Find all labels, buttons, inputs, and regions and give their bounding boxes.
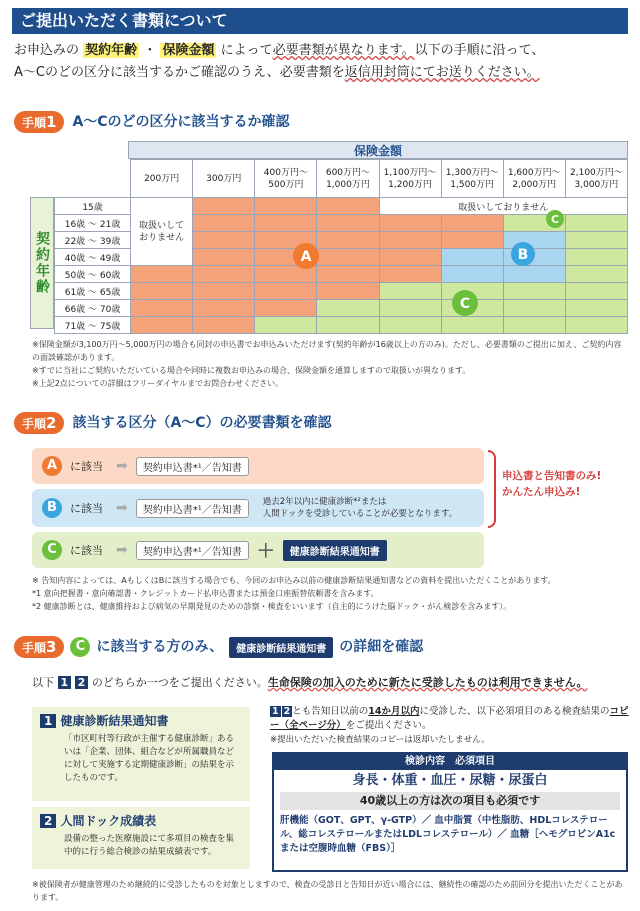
age-row-header: 71歳 〜 75歳: [55, 317, 131, 334]
step2-notes: ※ 告知内容によっては、AもしくはBに該当する場合でも、今回のお申込み以前の健康診断結果通知書などの資料を提出いただくことがあります。 *1 意向把握書・意向確認書・クレジットカード払申込書または預金口座振替依頼書を含みます。 *2 健康診断とは、健康維持および病気の早期発見のための診察・検査をいいます（自主的にうけた脳ドック・がん検診を含みます）。: [32, 576, 556, 611]
amount-column-header: 200万円: [131, 160, 193, 198]
amount-column-header: 1,100万円〜 1,200万円: [379, 160, 441, 198]
letter-c: C: [70, 637, 90, 657]
age-row-header: 61歳 〜 65歳: [55, 283, 131, 300]
row-c: C に該当 ➡ 契約申込書*¹／告知書 ＋ 健康診断結果通知書: [32, 532, 484, 568]
step2-title: 該当する区分（A〜C）の必要書類を確認: [72, 415, 332, 431]
age-row-header: 40歳 〜 49歳: [55, 249, 131, 266]
age-row-header: 15歳: [55, 198, 131, 215]
num-2: 2: [40, 814, 56, 828]
plus-icon: ＋: [256, 541, 275, 562]
footer-note: ※被保険者が健康管理のため継続的に受診したものを対象としますので、検査の受診日と告知日が近い場合には、継続性の確認のため前回分を提出いただくことがあります。: [32, 880, 623, 902]
doc-application: 契約申込書*¹／告知書: [136, 499, 249, 518]
badge-c-small-label: C: [550, 213, 560, 226]
category-badges: [30, 141, 630, 336]
highlight-amount: 保険金額: [162, 43, 215, 58]
step1-heading: [14, 111, 290, 133]
arrow-right-icon: ➡: [116, 458, 128, 474]
easy-apply-note: 申込書と告知書のみ! かんたん申込み!: [502, 470, 602, 498]
exam-main: 身長・体重・血圧・尿糖・尿蛋白: [352, 773, 548, 788]
letter-c: C: [42, 540, 62, 560]
num-1: 1: [58, 676, 72, 689]
arrow-right-icon: ➡: [116, 542, 128, 558]
amount-header: 保険金額: [128, 141, 628, 159]
step1-notes: ※保険金額が3,100万円〜5,000万円の場合も同封の申込書でお申込みいただけます(契約年齢が16歳以上の方のみ)。ただし、必要書類のご提出に加え、ご契約内容の面談確認があります。 ※すでに当社にご契約いただいている場合や同時に複数お申込みの場合、保険金額を通算しますので取扱いが異なります。 ※上記2点についての詳細はフリーダイヤルまでお問合わせください。: [32, 340, 622, 388]
exam-detail: 肝機能（GOT、GPT、γ-GTP）／ 血中脂質（中性脂肪、HDLコレステロール、総コレステロールまたはLDLコレステロール）／ 血糖［ヘモグロビンA1cまたは空腹時血糖（FBS）］: [280, 815, 616, 854]
doc-health-result: 健康診断結果通知書: [283, 540, 387, 561]
bracket: [488, 450, 496, 528]
box-dock-result: 2 人間ドック成績表 設備の整った医療施設にて多項目の検査を集中的に行う総合検診の結果成績表です。: [32, 807, 250, 869]
row-a: A に該当 ➡ 契約申込書*¹／告知書: [32, 448, 484, 484]
age-row-header: 50歳 〜 60歳: [55, 266, 131, 283]
letter-a: A: [42, 456, 62, 476]
age-row-header: 66歳 〜 70歳: [55, 300, 131, 317]
amount-column-header: 600万円〜 1,000万円: [317, 160, 379, 198]
box-health-result: 1 健康診断結果通知書 「市区町村等行政が主催する健康診断」あるいは「企業、団体、組合などが所属職員などに対して実施する定期健康診断」の結果を示したものです。: [32, 707, 250, 801]
amount-column-header: 400万円〜 500万円: [255, 160, 317, 198]
step2-badge: 手順2: [14, 412, 64, 434]
letter-b: B: [42, 498, 62, 518]
step1-badge: 手順1: [14, 111, 64, 133]
step2-heading: [14, 412, 332, 434]
amount-column-header: 300万円: [193, 160, 255, 198]
arrow-right-icon: ➡: [116, 500, 128, 516]
row-b: B に該当 ➡ 契約申込書*¹／告知書 過去2年以内に健康診断*²または 人間ドックを受診していることが必要となります。: [32, 489, 484, 527]
intro-text: お申込みの 契約年齢 ・ 保険金額 によって必要書類が異なります。以下の手順に沿って、 A〜Cのどの区分に該当するかご確認のうえ、必要書類を返信用封筒にてお送りください。: [14, 43, 545, 80]
badge-a-label: A: [300, 249, 312, 265]
amount-column-header: 1,600万円〜 2,000万円: [503, 160, 565, 198]
amount-column-header: 1,300万円〜 1,500万円: [441, 160, 503, 198]
doc-application: 契約申込書*¹／告知書: [136, 541, 249, 560]
age-header: 契約年齢: [30, 197, 54, 329]
amount-column-header: 2,100万円〜 3,000万円: [565, 160, 627, 198]
age-row-header: 22歳 〜 39歳: [55, 232, 131, 249]
num-2: 2: [75, 676, 89, 689]
highlight-age: 契約年齢: [85, 43, 138, 58]
age-row-header: 16歳 〜 21歳: [55, 215, 131, 232]
badge-b-label: B: [517, 247, 529, 263]
num-1: 1: [40, 714, 56, 728]
step3-heading: 手順3 C に該当する方のみ、 健康診断結果通知書 の詳細を確認: [14, 636, 423, 658]
step1-title: A〜Cのどの区分に該当するか確認: [72, 114, 290, 130]
page-title: ご提出いただく書類について: [12, 8, 628, 34]
step3-lead: 以下 1 2 のどちらか一つをご提出ください。生命保険の加入のために新たに受診したものは利用できません。: [32, 676, 588, 689]
matrix-cell: 取扱いして おりません: [131, 198, 193, 266]
doc-application: 契約申込書*¹／告知書: [136, 457, 249, 476]
submission-instructions: 1 2 とも告知日以前の14か月以内に受診した、以下必須項目のある検査結果のコピー（全ページ分）をご提出ください。 ※提出いただいた検査結果のコピーは返却いたしません。: [270, 706, 629, 745]
step3-badge: 手順3: [14, 636, 64, 658]
badge-c-label: C: [459, 296, 471, 312]
matrix-cell: 取扱いしておりません: [379, 198, 628, 215]
exam-40-plus: 40歳以上の方は次の項目も必須です: [280, 792, 620, 810]
b-condition: 過去2年以内に健康診断*²または 人間ドックを受診していることが必要となります。: [262, 497, 458, 519]
required-items-box: 検診内容 必須項目 身長・体重・血圧・尿糖・尿蛋白 40歳以上の方は次の項目も必須です 肝機能（GOT、GPT、γ-GTP）／ 血中脂質（中性脂肪、HDLコレステロール、総コレステロールまたはLDLコレステロール）／ 血糖［ヘモグロビンA1cまたは空腹時血糖（FBS）］: [272, 752, 628, 872]
doc-health-result: 健康診断結果通知書: [229, 637, 333, 658]
